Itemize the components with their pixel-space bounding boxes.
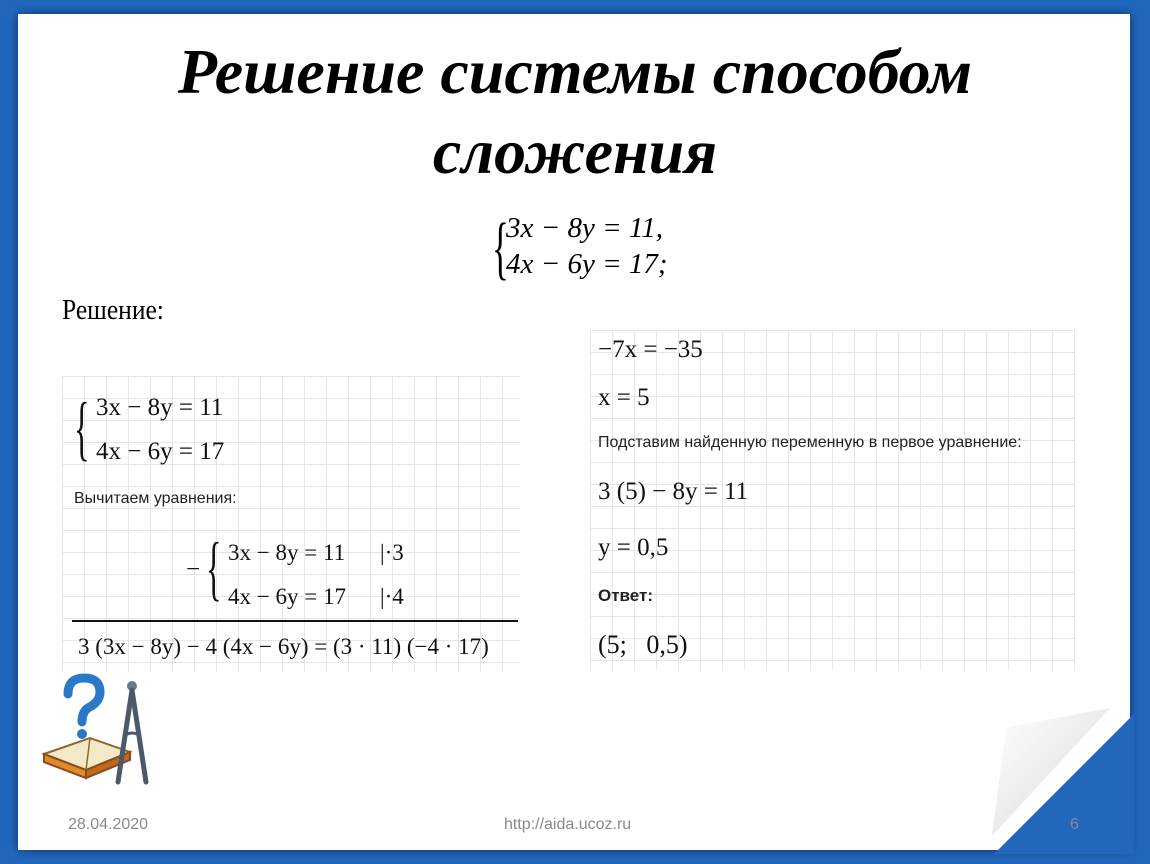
slide-title	[0, 32, 1150, 192]
multiplier-1: |·3	[380, 540, 404, 565]
minus-sign: −	[186, 556, 201, 583]
slide-title-line-2: сложения	[432, 116, 718, 187]
footer-url[interactable]: http://aida.ucoz.ru	[504, 816, 632, 833]
brace-symbol: {	[492, 210, 509, 287]
right-line-3: 3 (5) − 8y = 11	[598, 478, 749, 505]
right-line-2: x = 5	[598, 384, 650, 411]
subtraction-line	[72, 620, 518, 622]
right-line-4: y = 0,5	[598, 534, 669, 561]
multiplier-2: |·4	[380, 584, 404, 609]
system-equation-1: 3x − 8y = 11,	[506, 212, 663, 244]
brace-symbol: {	[206, 528, 222, 608]
answer-label: Ответ:	[598, 586, 653, 605]
system-equation-2: 4x − 6y = 17;	[506, 248, 668, 280]
result-equation: 3 (3x − 8y) − 4 (4x − 6y) = (3 · 11) (−4 · 17)	[78, 634, 489, 659]
multiplied-equation-2: 4x − 6y = 17	[228, 584, 346, 609]
right-line-1: −7x = −35	[598, 336, 703, 363]
slide-title-line-1: Решение системы способом	[177, 36, 973, 107]
multiplied-equation-1: 3x − 8y = 11	[228, 540, 346, 565]
brace-symbol: {	[74, 388, 90, 468]
left-system-equation-2: 4x − 6y = 17	[96, 438, 225, 465]
substitute-label: Подставим найденную переменную в первое уравнение:	[598, 434, 1022, 451]
book-question-compass-icon	[40, 672, 170, 792]
footer-date: 28.04.2020	[68, 816, 149, 833]
equation-system	[492, 210, 668, 287]
answer-value: (5; 0,5)	[598, 630, 688, 659]
subtract-label: Вычитаем уравнения:	[74, 490, 237, 507]
page-number: 6	[1070, 816, 1079, 833]
left-system-equation-1: 3x − 8y = 11	[96, 394, 224, 421]
solution-label: Решение:	[62, 294, 164, 326]
